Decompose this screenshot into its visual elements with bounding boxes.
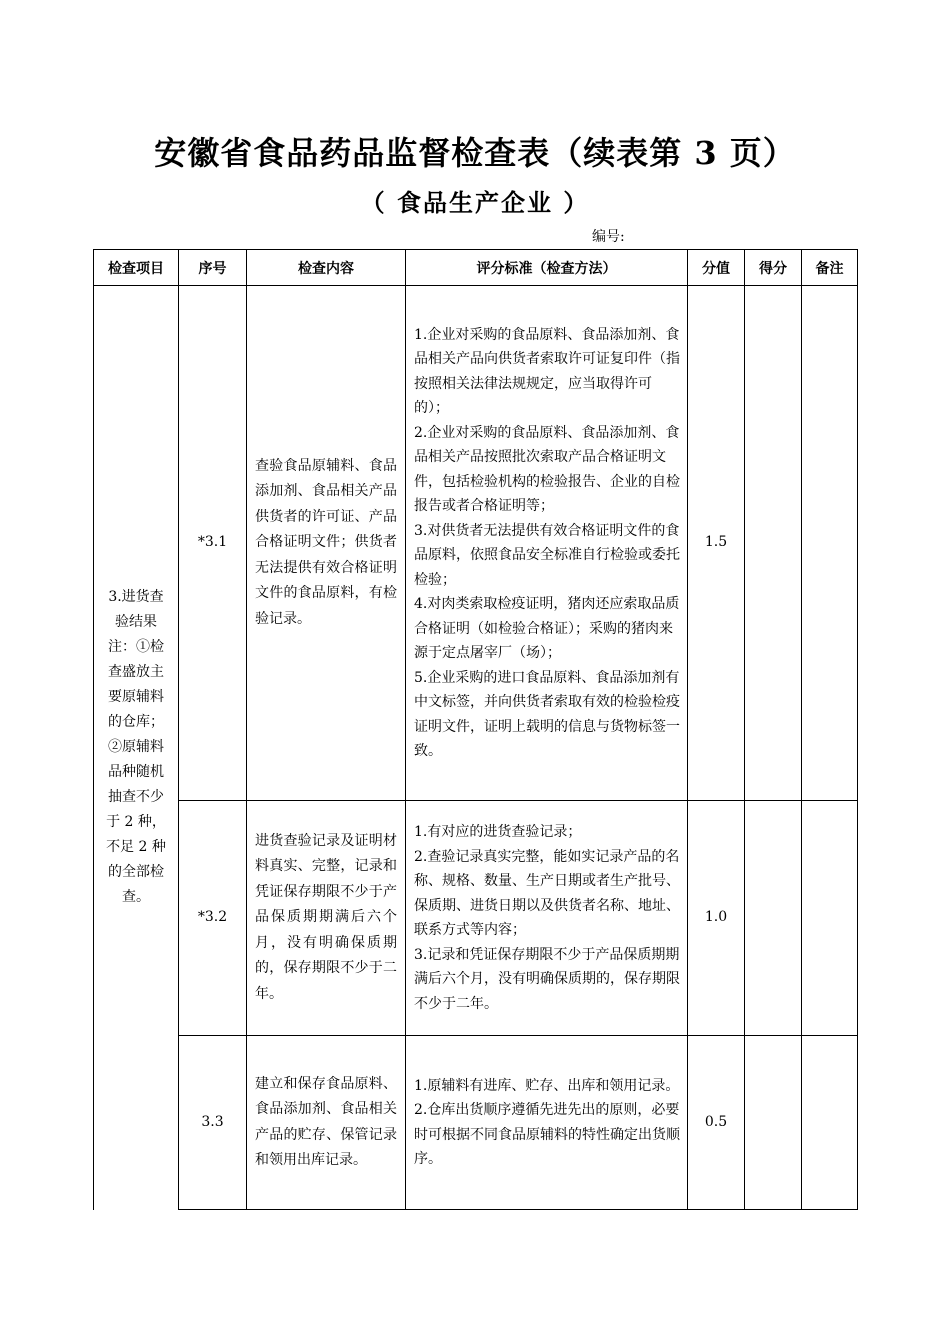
item-line: 抽查不少 [108, 789, 164, 806]
row-note[interactable] [802, 1036, 858, 1210]
item-line: 的仓库； [108, 714, 164, 731]
row-content: 进货查验记录及证明材料真实、完整，记录和凭证保存期限不少于产品保质期期满后六个月，没有明确保质期的，保存期限不少于二年。 [247, 801, 406, 1036]
criteria-line: 2.企业对采购的食品原料、食品添加剂、食品相关产品按照批次索取产品合格证明文件，包括检验机构的检验报告、企业的自检报告或者合格证明等； [414, 424, 680, 514]
header-criteria: 评分标准（检查方法） [406, 250, 688, 286]
page-subtitle: （ 食品生产企业 ） [360, 188, 590, 217]
item-line: 的全部检 [108, 864, 164, 881]
row-note[interactable] [802, 801, 858, 1036]
criteria-line: 5.企业采购的进口食品原料、食品添加剂有中文标签，并向供货者索取有效的检验检疫证明文件，证明上载明的信息与货物标签一致。 [414, 669, 680, 759]
criteria-line: 2.查验记录真实完整，能如实记录产品的名称、规格、数量、生产日期或者生产批号、保质期、进货日期以及供货者名称、地址、联系方式等内容； [414, 848, 680, 938]
item-line: 品种随机 [108, 764, 164, 781]
criteria-line: 2.仓库出货顺序遵循先进先出的原则，必要时可根据不同食品原辅料的特性确定出货顺序。 [414, 1102, 680, 1167]
row-criteria [406, 801, 688, 1036]
row-seq: 3.3 [179, 1036, 247, 1210]
row-note[interactable] [802, 286, 858, 801]
row-content: 建立和保存食品原料、食品添加剂、食品相关产品的贮存、保管记录和领用出库记录。 [247, 1036, 406, 1210]
criteria-line: 3.对供货者无法提供有效合格证明文件的食品原料，依照食品安全标准自行检验或委托检验； [414, 522, 680, 588]
criteria-line: 3.记录和凭证保存期限不少于产品保质期期满后六个月，没有明确保质期的，保存期限不少于二年。 [414, 946, 680, 1012]
table-row [94, 1036, 858, 1210]
item-line: 要原辅料 [108, 689, 164, 706]
header-item: 检查项目 [94, 250, 179, 286]
row-content: 查验食品原辅料、食品添加剂、食品相关产品供货者的许可证、产品合格证明文件；供货者无法提供有效合格证明文件的食品原料，有检验记录。 [247, 286, 406, 801]
row-criteria [406, 286, 688, 801]
row-got[interactable] [745, 1036, 802, 1210]
table-row [94, 801, 858, 1036]
table-row [94, 286, 858, 801]
header-content: 检查内容 [247, 250, 406, 286]
row-seq: *3.1 [179, 286, 247, 801]
criteria-line: 1.企业对采购的食品原料、食品添加剂、食品相关产品向供货者索取许可证复印件（指按照相关法律法规规定，应当取得许可的）； [414, 326, 680, 416]
criteria-line: 1.原辅料有进库、贮存、出库和领用记录。 [414, 1077, 680, 1094]
row-got[interactable] [745, 801, 802, 1036]
row-score: 1.0 [688, 801, 745, 1036]
item-line: 查。 [122, 889, 150, 906]
row-got[interactable] [745, 286, 802, 801]
item-line: 不足 2 种 [106, 839, 166, 856]
item-line: ②原辅料 [108, 739, 164, 756]
header-score: 分值 [688, 250, 745, 286]
criteria-line: 1.有对应的进货查验记录； [414, 824, 582, 840]
header-note: 备注 [802, 250, 858, 286]
header-row [94, 250, 858, 286]
item-line: 于 2 种， [106, 814, 166, 831]
header-seq: 序号 [179, 250, 247, 286]
inspection-item [94, 286, 179, 1210]
header-got: 得分 [745, 250, 802, 286]
item-line: 查盛放主 [108, 664, 164, 681]
item-line: 验结果 [115, 614, 157, 631]
page-title: 安徽省食品药品监督检查表（续表第 3 页） [154, 134, 796, 172]
inspection-table [93, 249, 858, 1210]
criteria-line: 4.对肉类索取检疫证明，猪肉还应索取品质合格证明（如检验合格证）；采购的猪肉来源于定点屠宰厂（场）； [414, 596, 680, 661]
row-seq: *3.2 [179, 801, 247, 1036]
row-score: 0.5 [688, 1036, 745, 1210]
row-criteria [406, 1036, 688, 1210]
number-label: 编号: [592, 229, 625, 245]
item-line: 3.进货查 [108, 589, 164, 606]
item-line: 注：①检 [108, 639, 164, 656]
row-score: 1.5 [688, 286, 745, 801]
